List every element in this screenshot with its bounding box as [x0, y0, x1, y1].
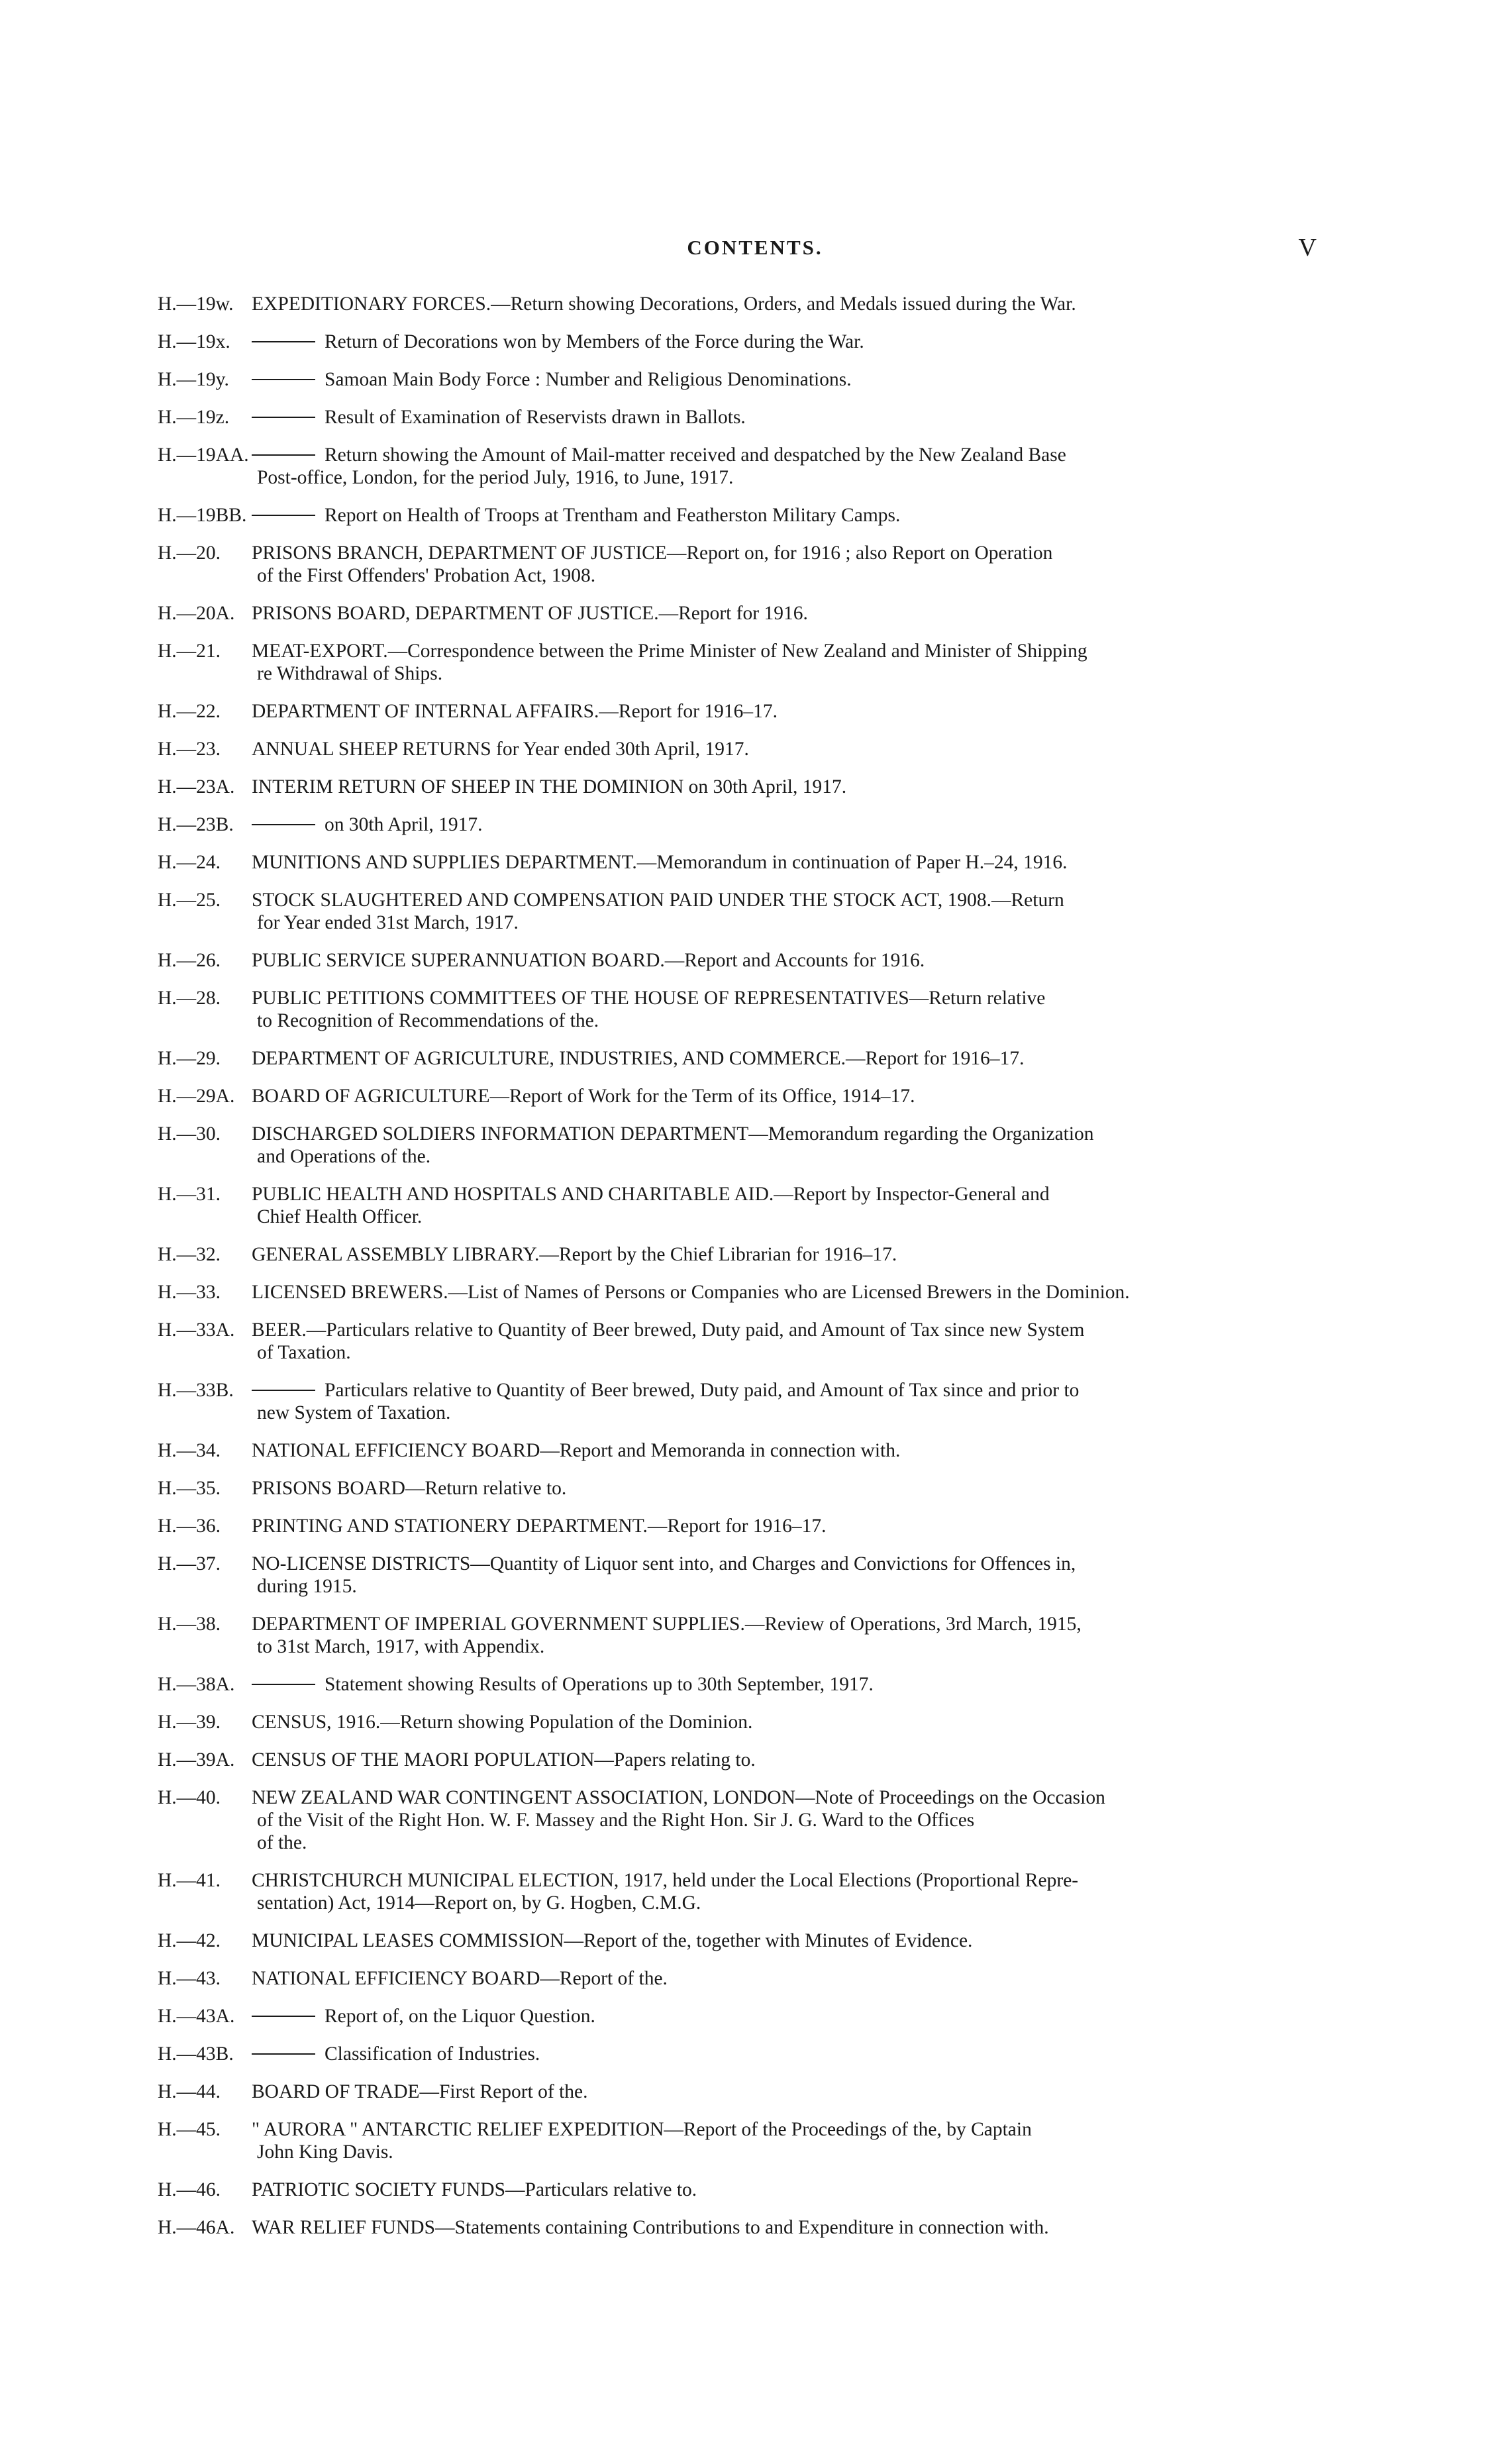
entry-description [252, 1183, 1323, 1228]
paper-number: H.—38A. [158, 1674, 235, 1695]
paper-number: H.—39. [158, 1712, 221, 1733]
contents-entry [158, 776, 1323, 798]
contents-entry [158, 1477, 1323, 1500]
entry-continuation-line: and Operations of the. [257, 1146, 431, 1167]
entry-continuation-line: John King Davis. [257, 2141, 393, 2163]
page-header [0, 236, 1510, 276]
contents-entry [158, 1281, 1323, 1304]
entry-description [252, 2005, 1323, 2028]
contents-entry [158, 1613, 1323, 1658]
entry-line: INTERIM RETURN OF SHEEP IN THE DOMINION on 30th April, 1917. [252, 776, 847, 797]
entry-line: Samoan Main Body Force : Number and Religious Denominations. [325, 369, 852, 390]
entry-continuation-line: to Recognition of Recommendations of the. [257, 1010, 599, 1031]
page-number: V [1298, 234, 1317, 262]
entry-description [252, 1673, 1323, 1696]
paper-number: H.—29. [158, 1048, 221, 1069]
entry-line: Report on Health of Troops at Trentham and Featherston Military Camps. [325, 505, 901, 526]
contents-entry [158, 1439, 1323, 1462]
entry-description [252, 776, 1323, 798]
ditto-rule [252, 2053, 315, 2055]
paper-number: H.—19BB. [158, 505, 247, 526]
paper-number: H.—35. [158, 1478, 221, 1499]
paper-number: H.—40. [158, 1787, 221, 1808]
entry-description [252, 700, 1323, 723]
contents-entry [158, 889, 1323, 934]
entry-continuation-line: re Withdrawal of Ships. [257, 663, 443, 684]
paper-number: H.—24. [158, 852, 221, 873]
entry-description [252, 2043, 1323, 2065]
entry-description [252, 1613, 1323, 1658]
entry-description [252, 1281, 1323, 1304]
contents-entry [158, 1085, 1323, 1107]
paper-number: H.—46A. [158, 2217, 235, 2238]
entry-description [252, 1047, 1323, 1070]
contents-entry [158, 602, 1323, 625]
paper-number: H.—30. [158, 1123, 221, 1145]
ditto-rule [252, 341, 315, 342]
entry-description [252, 444, 1323, 489]
entry-line: on 30th April, 1917. [325, 814, 483, 835]
entry-line: " AURORA " ANTARCTIC RELIEF EXPEDITION—Report of the Proceedings of the, by Captain [252, 2119, 1032, 2140]
contents-entry [158, 331, 1323, 353]
entry-line: DEPARTMENT OF AGRICULTURE, INDUSTRIES, AND COMMERCE.—Report for 1916–17. [252, 1048, 1025, 1069]
entry-line: CENSUS, 1916.—Return showing Population of the Dominion. [252, 1712, 753, 1733]
paper-number: H.—44. [158, 2081, 221, 2102]
contents-entry [158, 2005, 1323, 2028]
paper-number: H.—29A. [158, 1086, 235, 1107]
entry-line: PATRIOTIC SOCIETY FUNDS—Particulars relative to. [252, 2179, 697, 2200]
entry-line: GENERAL ASSEMBLY LIBRARY.—Report by the Chief Librarian for 1916–17. [252, 1244, 897, 1265]
entry-line: Statement showing Results of Operations up to 30th September, 1917. [325, 1674, 874, 1695]
entry-description [252, 2216, 1323, 2239]
contents-entry [158, 2216, 1323, 2239]
entry-description [252, 949, 1323, 972]
paper-number: H.—33B. [158, 1380, 234, 1401]
entry-continuation-line: of the Visit of the Right Hon. W. F. Massey and the Right Hon. Sir J. G. Ward to the Offices [257, 1810, 975, 1831]
contents-entry [158, 1183, 1323, 1228]
entry-description [252, 738, 1323, 760]
paper-number: H.—21. [158, 641, 221, 662]
paper-number: H.—36. [158, 1515, 221, 1537]
entry-description [252, 1711, 1323, 1733]
entry-description [252, 1786, 1323, 1854]
contents-entry [158, 1515, 1323, 1537]
entry-line: PRISONS BRANCH, DEPARTMENT OF JUSTICE—Report on, for 1916 ; also Report on Operation [252, 542, 1053, 564]
contents-entry [158, 2179, 1323, 2201]
paper-number: H.—38. [158, 1614, 221, 1635]
paper-number: H.—22. [158, 701, 221, 722]
entry-continuation-line: of the. [257, 1832, 307, 1853]
paper-number: H.—19w. [158, 293, 234, 315]
entry-description [252, 1929, 1323, 1952]
paper-number: H.—37. [158, 1553, 221, 1574]
paper-number: H.—43A. [158, 2006, 235, 2027]
paper-number: H.—39A. [158, 1749, 235, 1771]
ditto-rule [252, 824, 315, 825]
paper-number: H.—46. [158, 2179, 221, 2200]
entry-line: BOARD OF TRADE—First Report of the. [252, 2081, 588, 2102]
paper-number: H.—28. [158, 988, 221, 1009]
entry-continuation-line: of the First Offenders' Probation Act, 1908. [257, 565, 596, 586]
ditto-rule [252, 379, 315, 380]
ditto-rule [252, 1390, 315, 1391]
entry-description [252, 1439, 1323, 1462]
entry-line: PRISONS BOARD, DEPARTMENT OF JUSTICE.—Report for 1916. [252, 603, 808, 624]
entry-continuation-line: sentation) Act, 1914—Report on, by G. Hogben, C.M.G. [257, 1892, 701, 1914]
contents-entry [158, 851, 1323, 874]
entry-line: Return of Decorations won by Members of the Force during the War. [325, 331, 864, 352]
contents-entry [158, 444, 1323, 489]
entry-line: PRINTING AND STATIONERY DEPARTMENT.—Report for 1916–17. [252, 1515, 827, 1537]
entry-line: EXPEDITIONARY FORCES.—Return showing Decorations, Orders, and Medals issued during the War. [252, 293, 1076, 315]
contents-entry [158, 949, 1323, 972]
entry-line: MUNITIONS AND SUPPLIES DEPARTMENT.—Memorandum in continuation of Paper H.–24, 1916. [252, 852, 1068, 873]
paper-number: H.—43. [158, 1968, 221, 1989]
entry-line: PUBLIC SERVICE SUPERANNUATION BOARD.—Report and Accounts for 1916. [252, 950, 925, 971]
entry-description [252, 1749, 1323, 1771]
entry-line: Return showing the Amount of Mail-matter received and despatched by the New Zealand Base [325, 444, 1066, 466]
entry-line: MEAT-EXPORT.—Correspondence between the Prime Minister of New Zealand and Minister of Shipping [252, 641, 1087, 662]
entry-description [252, 1553, 1323, 1598]
entry-description [252, 1243, 1323, 1266]
entry-description [252, 331, 1323, 353]
entry-line: DISCHARGED SOLDIERS INFORMATION DEPARTMENT—Memorandum regarding the Organization [252, 1123, 1094, 1145]
entry-line: BOARD OF AGRICULTURE—Report of Work for the Term of its Office, 1914–17. [252, 1086, 915, 1107]
contents-entry [158, 813, 1323, 836]
entry-line: LICENSED BREWERS.—List of Names of Persons or Companies who are Licensed Brewers in the Dominion. [252, 1282, 1130, 1303]
entry-description [252, 1515, 1323, 1537]
entry-line: Classification of Industries. [325, 2043, 540, 2065]
entry-description [252, 504, 1323, 527]
paper-number: H.—32. [158, 1244, 221, 1265]
entry-continuation-line: of Taxation. [257, 1342, 351, 1363]
ditto-rule [252, 2016, 315, 2017]
entry-line: CHRISTCHURCH MUNICIPAL ELECTION, 1917, held under the Local Elections (Proportional Repre- [252, 1870, 1079, 1891]
entry-description [252, 640, 1323, 685]
paper-number: H.—41. [158, 1870, 221, 1891]
paper-number: H.—33. [158, 1282, 221, 1303]
contents-entry [158, 2118, 1323, 2163]
contents-entry [158, 1786, 1323, 1854]
ditto-rule [252, 454, 315, 456]
entry-description [252, 2080, 1323, 2103]
entry-description [252, 1319, 1323, 1364]
entry-description [252, 406, 1323, 429]
paper-number: H.—23B. [158, 814, 234, 835]
contents-entry [158, 1379, 1323, 1424]
entry-line: CENSUS OF THE MAORI POPULATION—Papers relating to. [252, 1749, 756, 1771]
entry-continuation-line: for Year ended 31st March, 1917. [257, 912, 519, 933]
entry-line: Particulars relative to Quantity of Beer brewed, Duty paid, and Amount of Tax since and prior to [325, 1380, 1080, 1401]
contents-entry [158, 2043, 1323, 2065]
contents-entry [158, 2080, 1323, 2103]
entry-description [252, 2118, 1323, 2163]
entry-line: NO-LICENSE DISTRICTS—Quantity of Liquor sent into, and Charges and Convictions for Offences in, [252, 1553, 1076, 1574]
paper-number: H.—45. [158, 2119, 221, 2140]
page-title: CONTENTS. [687, 236, 823, 259]
entry-line: NATIONAL EFFICIENCY BOARD—Report of the. [252, 1968, 668, 1989]
entry-description [252, 1869, 1323, 1914]
paper-number: H.—20. [158, 542, 221, 564]
contents-entry [158, 738, 1323, 760]
contents-entry [158, 700, 1323, 723]
contents-entry [158, 1047, 1323, 1070]
entry-line: PRISONS BOARD—Return relative to. [252, 1478, 567, 1499]
paper-number: H.—34. [158, 1440, 221, 1461]
contents-entry [158, 406, 1323, 429]
contents-entry [158, 1243, 1323, 1266]
entry-line: Report of, on the Liquor Question. [325, 2006, 595, 2027]
entry-description [252, 813, 1323, 836]
entry-continuation-line: to 31st March, 1917, with Appendix. [257, 1636, 545, 1657]
ditto-rule [252, 515, 315, 516]
contents-entry [158, 1319, 1323, 1364]
entry-description [252, 602, 1323, 625]
paper-number: H.—19x. [158, 331, 230, 352]
entry-line: NATIONAL EFFICIENCY BOARD—Report and Memoranda in connection with. [252, 1440, 901, 1461]
entry-description [252, 889, 1323, 934]
entry-description [252, 987, 1323, 1032]
entry-continuation-line: during 1915. [257, 1576, 357, 1597]
entry-description [252, 542, 1323, 587]
contents-entry [158, 1929, 1323, 1952]
ditto-rule [252, 417, 315, 418]
entry-continuation-line: Chief Health Officer. [257, 1206, 423, 1227]
contents-entry [158, 1711, 1323, 1733]
contents-entry [158, 368, 1323, 391]
contents-entry [158, 1673, 1323, 1696]
entry-line: BEER.—Particulars relative to Quantity of Beer brewed, Duty paid, and Amount of Tax since new System [252, 1319, 1085, 1341]
entry-description [252, 368, 1323, 391]
paper-number: H.—42. [158, 1930, 221, 1951]
paper-number: H.—19AA. [158, 444, 249, 466]
entry-description [252, 1967, 1323, 1990]
entry-line: NEW ZEALAND WAR CONTINGENT ASSOCIATION, LONDON—Note of Proceedings on the Occasion [252, 1787, 1105, 1808]
entry-line: MUNICIPAL LEASES COMMISSION—Report of the, together with Minutes of Evidence. [252, 1930, 973, 1951]
entry-continuation-line: new System of Taxation. [257, 1402, 451, 1423]
entry-description [252, 851, 1323, 874]
contents-entry [158, 293, 1323, 315]
paper-number: H.—31. [158, 1184, 221, 1205]
entry-line: PUBLIC HEALTH AND HOSPITALS AND CHARITABLE AID.—Report by Inspector-General and [252, 1184, 1050, 1205]
paper-number: H.—23A. [158, 776, 235, 797]
contents-entry [158, 1749, 1323, 1771]
ditto-rule [252, 1684, 315, 1685]
paper-number: H.—19z. [158, 407, 230, 428]
contents-entry [158, 1869, 1323, 1914]
entry-line: DEPARTMENT OF INTERNAL AFFAIRS.—Report for 1916–17. [252, 701, 778, 722]
contents-entry [158, 1123, 1323, 1168]
entry-line: STOCK SLAUGHTERED AND COMPENSATION PAID UNDER THE STOCK ACT, 1908.—Return [252, 890, 1064, 911]
paper-number: H.—33A. [158, 1319, 235, 1341]
contents-entry [158, 1967, 1323, 1990]
contents-entry [158, 987, 1323, 1032]
paper-number: H.—43B. [158, 2043, 234, 2065]
entry-description [252, 1123, 1323, 1168]
contents-entry [158, 640, 1323, 685]
entry-line: Result of Examination of Reservists drawn in Ballots. [325, 407, 746, 428]
entry-line: WAR RELIEF FUNDS—Statements containing Contributions to and Expenditure in connection with. [252, 2217, 1049, 2238]
entry-description [252, 1085, 1323, 1107]
contents-entry [158, 542, 1323, 587]
entry-description [252, 1477, 1323, 1500]
entry-description [252, 293, 1323, 315]
entry-line: DEPARTMENT OF IMPERIAL GOVERNMENT SUPPLIES.—Review of Operations, 3rd March, 1915, [252, 1614, 1082, 1635]
paper-number: H.—23. [158, 739, 221, 760]
entry-continuation-line: Post-office, London, for the period July, 1916, to June, 1917. [257, 467, 734, 488]
contents-list [158, 293, 1323, 2254]
entry-description [252, 2179, 1323, 2201]
contents-entry [158, 504, 1323, 527]
contents-entry [158, 1553, 1323, 1598]
paper-number: H.—19y. [158, 369, 229, 390]
paper-number: H.—26. [158, 950, 221, 971]
entry-description [252, 1379, 1323, 1424]
entry-line: ANNUAL SHEEP RETURNS for Year ended 30th April, 1917. [252, 739, 749, 760]
paper-number: H.—25. [158, 890, 221, 911]
entry-line: PUBLIC PETITIONS COMMITTEES OF THE HOUSE OF REPRESENTATIVES—Return relative [252, 988, 1046, 1009]
paper-number: H.—20A. [158, 603, 235, 624]
